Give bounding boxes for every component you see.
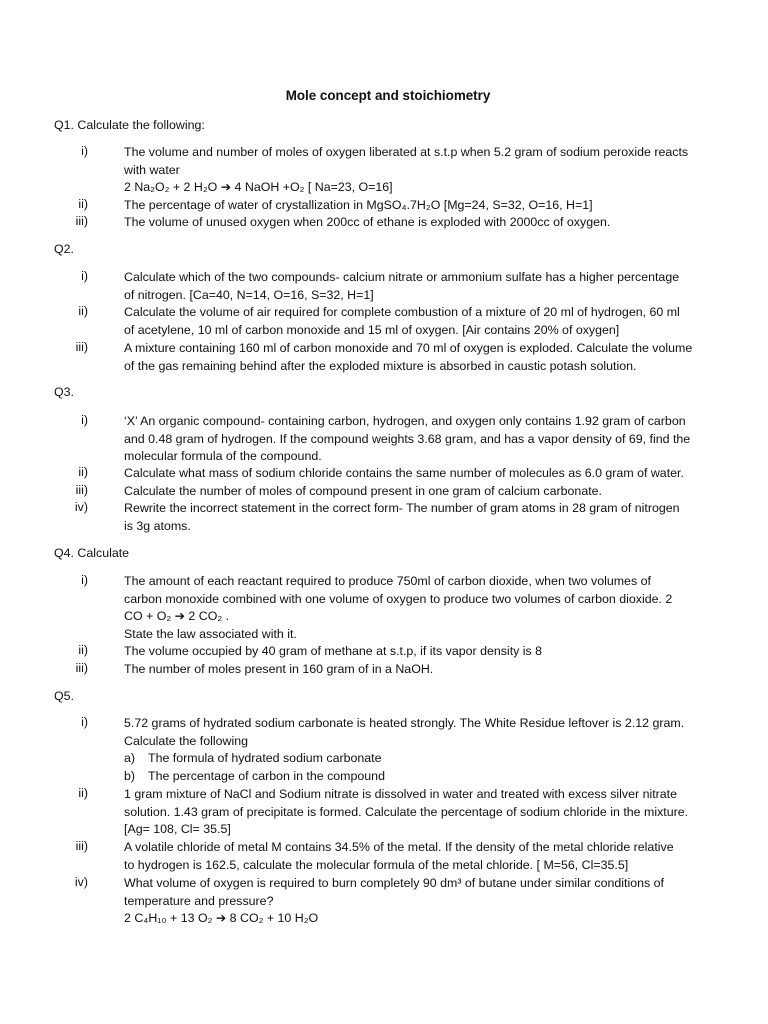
item-line: A volatile chloride of metal M contains 34.5% of the metal. If the density of the metal chloride relative [124, 840, 674, 854]
item-line: to hydrogen is 162.5, calculate the molecular formula of the metal chloride. [ M=56, Cl=35.5] [124, 857, 629, 872]
item-number: i) [81, 413, 88, 427]
item-line: A mixture containing 160 ml of carbon monoxide and 70 ml of oxygen is exploded. Calculate the volume [124, 341, 693, 355]
item-line: is 3g atoms. [124, 518, 191, 533]
item-number: iv) [74, 875, 88, 889]
item-line: of nitrogen. [Ca=40, N=14, O=16, S=32, H=1] [124, 287, 374, 302]
item-line: 2 Na₂O₂ + 2 H₂O ➔ 4 NaOH +O₂ [ Na=23, O=16] [124, 180, 393, 195]
item-line: Calculate what mass of sodium chloride contains the same number of molecules as 6.0 gram of water. [124, 466, 684, 480]
item-line: The percentage of water of crystallization in MgSO₄.7H₂O [Mg=24, S=32, O=16, H=1] [124, 198, 593, 212]
item-line: with water [124, 162, 180, 177]
item-line: The volume of unused oxygen when 200cc of ethane is exploded with 2000cc of oxygen. [124, 215, 611, 229]
sub-item [124, 750, 724, 768]
item-line: of acetylene, 10 ml of carbon monoxide and 15 ml of oxygen. [Air contains 20% of oxygen] [124, 322, 620, 337]
item-number: iv) [74, 500, 88, 514]
item-number: i) [81, 269, 88, 283]
item-line: 5.72 grams of hydrated sodium carbonate is heated strongly. The White Residue leftover is 2.12 gram. [124, 716, 685, 730]
item-line: Calculate the volume of air required for complete combustion of a mixture of 20 ml of hydrogen, 60 ml [124, 305, 680, 319]
sub-item-text: The formula of hydrated sodium carbonate [148, 751, 382, 766]
item-number: iii) [75, 340, 88, 354]
item-number: i) [81, 573, 88, 587]
item-number: iii) [75, 483, 88, 497]
item-number: ii) [78, 197, 88, 211]
item-line: The amount of each reactant required to produce 750ml of carbon dioxide, when two volumes of [124, 574, 651, 588]
item-line: carbon monoxide combined with one volume of oxygen to produce two volumes of carbon dioxide. 2 [124, 591, 673, 606]
item-line: Calculate the following [124, 733, 248, 748]
item-line: CO + O₂ ➔ 2 CO₂ . [124, 609, 230, 624]
sub-item-label: b) [124, 768, 136, 783]
item-line: The number of moles present in 160 gram of in a NaOH. [124, 662, 434, 676]
item-line: ‘X’ An organic compound- containing carbon, hydrogen, and oxygen only contains 1.92 gram of carbon [124, 414, 686, 428]
sub-item-text: The percentage of carbon in the compound [148, 768, 385, 783]
item-line: Calculate the number of moles of compound present in one gram of calcium carbonate. [124, 484, 602, 498]
item-line: [Ag= 108, Cl= 35.5] [124, 822, 231, 837]
item-line: molecular formula of the compound. [124, 449, 322, 464]
item-line: solution. 1.43 gram of precipitate is formed. Calculate the percentage of sodium chloride in the mixture. [124, 804, 689, 819]
item-line: The volume occupied by 40 gram of methane at s.t.p, if its vapor density is 8 [124, 644, 543, 658]
item-number: i) [81, 144, 88, 158]
item-line: 2 C₄H₁₀ + 13 O₂ ➔ 8 CO₂ + 10 H₂O [124, 911, 319, 926]
item-number: iii) [75, 839, 88, 853]
item-line: and 0.48 gram of hydrogen. If the compound weights 3.68 gram, and has a vapor density of 69, find the [124, 431, 691, 446]
item-line: State the law associated with it. [124, 626, 297, 641]
question-1-heading: Q1. Calculate the following: [54, 118, 205, 132]
item-line: of the gas remaining behind after the exploded mixture is absorbed in caustic potash solution. [124, 358, 637, 373]
page-title: Mole concept and stoichiometry [285, 88, 491, 103]
question-5-heading: Q5. [54, 689, 74, 703]
item-number: iii) [75, 214, 88, 228]
item-number: ii) [78, 643, 88, 657]
item-line: What volume of oxygen is required to burn completely 90 dm³ of butane under similar conditions of [124, 876, 664, 890]
sub-item [124, 768, 724, 786]
question-3-heading: Q3. [54, 385, 74, 399]
question-2-heading: Q2. [54, 242, 74, 256]
item-line: Rewrite the incorrect statement in the correct form- The number of gram atoms in 28 gram of nitrogen [124, 501, 680, 515]
item-line: 1 gram mixture of NaCl and Sodium nitrate is dissolved in water and treated with excess silver nitrate [124, 787, 678, 801]
item-line: Calculate which of the two compounds- calcium nitrate or ammonium sulfate has a higher percentage [124, 270, 680, 284]
item-number: ii) [78, 465, 88, 479]
item-line: The volume and number of moles of oxygen liberated at s.t.p when 5.2 gram of sodium peroxide reacts [124, 145, 689, 159]
item-number: iii) [75, 661, 88, 675]
sub-item-label: a) [124, 751, 136, 766]
question-4-heading: Q4. Calculate [54, 546, 130, 560]
item-number: i) [81, 715, 88, 729]
item-line: temperature and pressure? [124, 893, 274, 908]
item-number: ii) [78, 786, 88, 800]
item-number: ii) [78, 304, 88, 318]
